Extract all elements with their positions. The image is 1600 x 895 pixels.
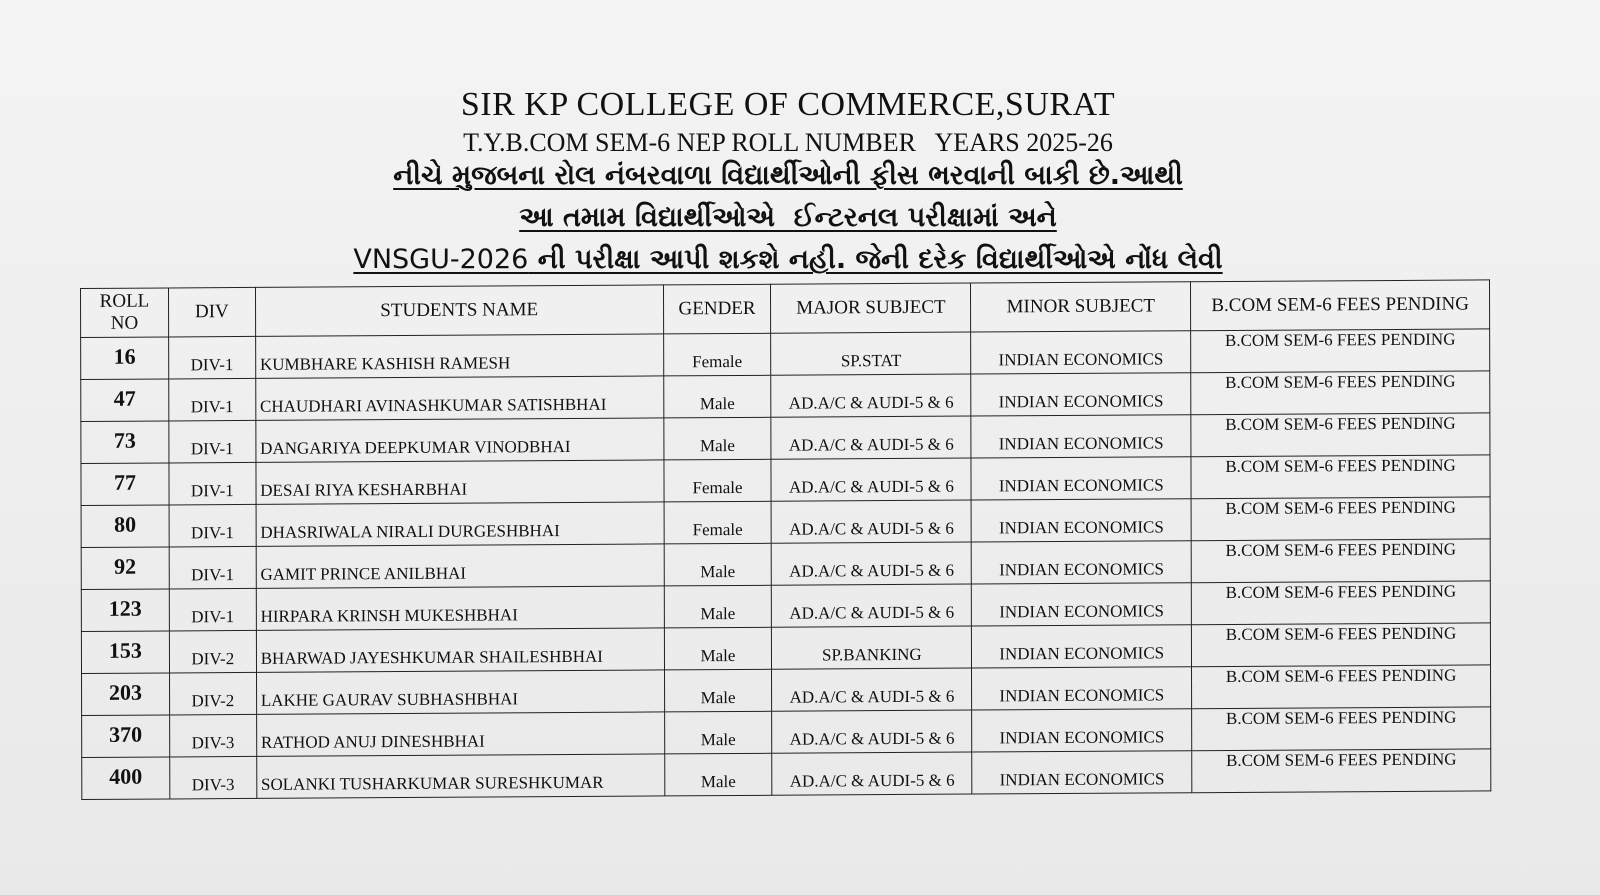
cell-major-subject: AD.A/C & AUDI-5 & 6 [772, 500, 972, 543]
cell-minor-subject: INDIAN ECONOMICS [971, 457, 1191, 500]
cell-gender: Female [663, 459, 771, 502]
cell-roll-no: 16 [81, 337, 169, 380]
cell-roll-no: 153 [81, 631, 169, 674]
cell-gender: Male [664, 627, 772, 670]
cell-gender: Male [664, 753, 772, 796]
cell-div: DIV-1 [169, 336, 256, 379]
cell-major-subject: AD.A/C & AUDI-5 & 6 [772, 584, 972, 627]
cell-fees-status: B.COM SEM-6 FEES PENDING [1191, 539, 1490, 583]
cell-gender: Male [663, 375, 771, 418]
cell-major-subject: AD.A/C & AUDI-5 & 6 [772, 710, 972, 753]
notice-line-3 [0, 244, 1588, 276]
cell-fees-status: B.COM SEM-6 FEES PENDING [1191, 413, 1490, 457]
cell-fees-status: B.COM SEM-6 FEES PENDING [1192, 749, 1491, 793]
cell-gender: Female [664, 501, 772, 544]
cell-minor-subject: INDIAN ECONOMICS [972, 583, 1192, 626]
cell-roll-no: 400 [82, 757, 170, 800]
cell-gender: Male [664, 669, 772, 712]
cell-major-subject: SP.BANKING [772, 626, 972, 669]
cell-div: DIV-2 [169, 630, 256, 673]
cell-minor-subject: INDIAN ECONOMICS [971, 373, 1191, 416]
column-header-gender: GENDER [663, 284, 771, 334]
cell-div: DIV-3 [170, 756, 257, 799]
cell-roll-no: 92 [81, 547, 169, 590]
cell-gender: Male [663, 417, 771, 460]
cell-fees-status: B.COM SEM-6 FEES PENDING [1191, 581, 1490, 625]
cell-minor-subject: INDIAN ECONOMICS [972, 751, 1192, 794]
cell-fees-status: B.COM SEM-6 FEES PENDING [1192, 707, 1491, 751]
cell-student-name: DESAI RIYA KESHARBHAI [256, 460, 664, 504]
cell-minor-subject: INDIAN ECONOMICS [971, 331, 1191, 374]
column-header-student-name: STUDENTS NAME [255, 285, 663, 336]
notice-line-1: નીચે મુજબના રોલ નંબરવાળા વિદ્યાર્થીઓની ફીસ ભરવાની બાકી છે.આથી [393, 160, 1183, 191]
cell-major-subject: AD.A/C & AUDI-5 & 6 [772, 668, 972, 711]
notice-line-2: આ તમામ વિદ્યાર્થીઓએ ઈન્ટરનલ પરીક્ષામાં અને [519, 202, 1057, 233]
column-header-roll-no: ROLL NO [81, 288, 169, 338]
table-row [82, 749, 1491, 800]
cell-fees-status: B.COM SEM-6 FEES PENDING [1192, 623, 1491, 667]
cell-student-name: HIRPARA KRINSH MUKESHBHAI [256, 586, 664, 630]
cell-student-name: CHAUDHARI AVINASHKUMAR SATISHBHAI [255, 376, 663, 420]
column-header-div: DIV [168, 287, 255, 337]
cell-roll-no: 73 [81, 421, 169, 464]
cell-fees-status: B.COM SEM-6 FEES PENDING [1191, 329, 1490, 373]
column-header-minor-subject: MINOR SUBJECT [971, 282, 1191, 332]
notice-line-3-text: ની પરીક્ષા આપી શકશે નહી. જેની દરેક વિદ્યાર્થીઓએ નોંધ લેવી [528, 244, 1223, 275]
cell-gender: Female [663, 333, 771, 376]
cell-roll-no: 80 [81, 505, 169, 548]
college-title: SIR KP COLLEGE OF COMMERCE,SURAT [460, 86, 1116, 123]
cell-student-name: SOLANKI TUSHARKUMAR SURESHKUMAR [256, 754, 664, 798]
cell-fees-status: B.COM SEM-6 FEES PENDING [1191, 371, 1490, 415]
cell-student-name: BHARWAD JAYESHKUMAR SHAILESHBHAI [256, 628, 664, 672]
cell-div: DIV-1 [169, 462, 256, 505]
cell-gender: Male [664, 711, 772, 754]
cell-student-name: LAKHE GAURAV SUBHASHBHAI [256, 670, 664, 714]
column-header-fees-pending: B.COM SEM-6 FEES PENDING [1191, 280, 1490, 331]
cell-div: DIV-1 [169, 420, 256, 463]
cell-roll-no: 123 [81, 589, 169, 632]
cell-div: DIV-1 [169, 546, 256, 589]
cell-minor-subject: INDIAN ECONOMICS [972, 709, 1192, 752]
cell-major-subject: AD.A/C & AUDI-5 & 6 [772, 542, 972, 585]
cell-div: DIV-1 [169, 504, 256, 547]
cell-student-name: GAMIT PRINCE ANILBHAI [256, 544, 664, 588]
cell-minor-subject: INDIAN ECONOMICS [972, 667, 1192, 710]
cell-student-name: DHASRIWALA NIRALI DURGESHBHAI [256, 502, 664, 546]
cell-student-name: DANGARIYA DEEPKUMAR VINODBHAI [256, 418, 664, 462]
cell-major-subject: SP.STAT [771, 332, 971, 375]
notice-line-3-exam: VNSGU-2026 [353, 244, 529, 275]
cell-major-subject: AD.A/C & AUDI-5 & 6 [771, 374, 971, 417]
cell-minor-subject: INDIAN ECONOMICS [972, 625, 1192, 668]
cell-minor-subject: INDIAN ECONOMICS [972, 541, 1192, 584]
cell-fees-status: B.COM SEM-6 FEES PENDING [1191, 455, 1490, 499]
cell-roll-no: 77 [81, 463, 169, 506]
cell-div: DIV-2 [169, 672, 256, 715]
table-header-row [81, 280, 1490, 338]
cell-roll-no: 47 [81, 379, 169, 422]
pending-fees-table [80, 279, 1491, 800]
cell-div: DIV-3 [169, 714, 256, 757]
document-subtitle: T.Y.B.COM SEM-6 NEP ROLL NUMBER YEARS 2025-26 [463, 128, 1113, 157]
cell-major-subject: AD.A/C & AUDI-5 & 6 [772, 752, 972, 795]
cell-div: DIV-1 [169, 588, 256, 631]
cell-gender: Male [664, 585, 772, 628]
column-header-major-subject: MAJOR SUBJECT [771, 283, 971, 333]
cell-student-name: RATHOD ANUJ DINESHBHAI [256, 712, 664, 756]
cell-fees-status: B.COM SEM-6 FEES PENDING [1191, 497, 1490, 541]
cell-roll-no: 203 [82, 673, 170, 716]
cell-roll-no: 370 [82, 715, 170, 758]
cell-major-subject: AD.A/C & AUDI-5 & 6 [771, 458, 971, 501]
cell-gender: Male [664, 543, 772, 586]
cell-div: DIV-1 [169, 378, 256, 421]
cell-minor-subject: INDIAN ECONOMICS [971, 415, 1191, 458]
cell-student-name: KUMBHARE KASHISH RAMESH [255, 334, 663, 378]
cell-fees-status: B.COM SEM-6 FEES PENDING [1192, 665, 1491, 709]
cell-major-subject: AD.A/C & AUDI-5 & 6 [771, 416, 971, 459]
cell-minor-subject: INDIAN ECONOMICS [971, 499, 1191, 542]
